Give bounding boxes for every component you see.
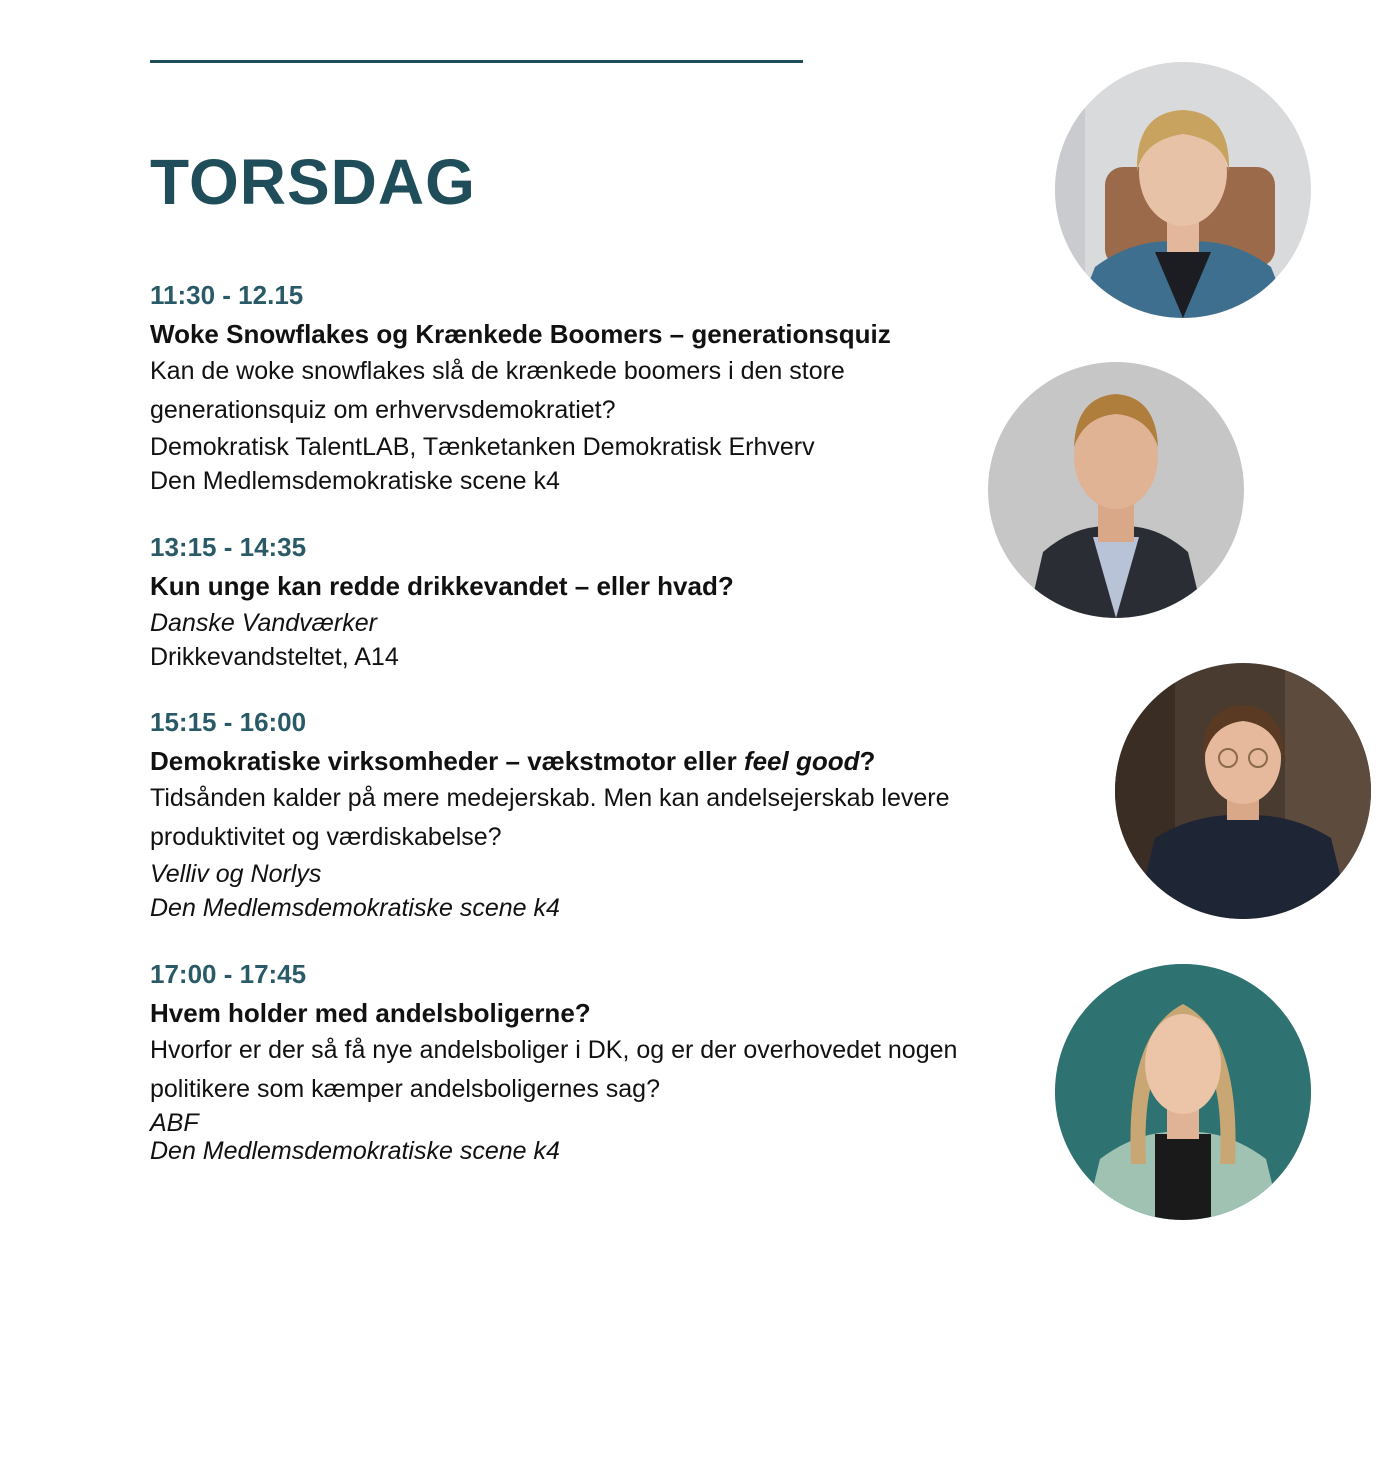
event-title: Woke Snowflakes og Krænkede Boomers – generationsquiz: [150, 319, 891, 349]
speaker-photo: [1055, 62, 1311, 318]
event-time: 11:30 - 12.15: [150, 280, 304, 310]
event-organizer: Danske Vandværker: [150, 609, 377, 637]
event-time: 15:15 - 16:00: [150, 707, 307, 737]
event-organizer: ABF: [150, 1109, 199, 1137]
event-title-text: Demokratiske virksomheder – vækstmotor eller: [150, 746, 744, 776]
event-title: Hvem holder med andelsboligerne?: [150, 998, 591, 1028]
event-item: [150, 959, 1000, 1165]
event-item: [150, 707, 1000, 925]
event-item: [150, 532, 1000, 674]
speaker-photo: [1055, 964, 1311, 1220]
event-title-suffix: ?: [859, 746, 876, 776]
event-description: Hvorfor er der så få nye andelsboliger i DK, og er der overhovedet nogen politikere som kæmper andelsboligernes sag?: [150, 1036, 958, 1103]
event-description: Kan de woke snowflakes slå de krænkede boomers i den store generationsquiz om erhvervsdemokratiet?: [150, 357, 845, 424]
event-venue: Den Medlemsdemokratiske scene k4: [150, 894, 560, 922]
event-time: 13:15 - 14:35: [150, 532, 307, 562]
event-title-emphasis: feel good: [743, 746, 860, 776]
event-item: [150, 280, 1000, 498]
event-title: Kun unge kan redde drikkevandet – eller hvad?: [150, 571, 734, 601]
event-venue: Den Medlemsdemokratiske scene k4: [150, 467, 560, 495]
event-title: [150, 745, 1000, 777]
event-organizer: Demokratisk TalentLAB, Tænketanken Demokratisk Erhverv: [150, 433, 815, 461]
event-organizer: Velliv og Norlys: [150, 860, 322, 888]
event-venue: Den Medlemsdemokratiske scene k4: [150, 1137, 560, 1165]
event-time: 17:00 - 17:45: [150, 959, 307, 989]
event-description: Tidsånden kalder på mere medejerskab. Men kan andelsejerskab levere produktivitet og værdiskabelse?: [150, 784, 950, 851]
day-heading: TORSDAG: [150, 146, 476, 218]
speaker-photo: [988, 362, 1244, 618]
event-venue: Drikkevandsteltet, A14: [150, 643, 399, 671]
header-divider: [150, 60, 803, 63]
speaker-photo: [1115, 663, 1371, 919]
